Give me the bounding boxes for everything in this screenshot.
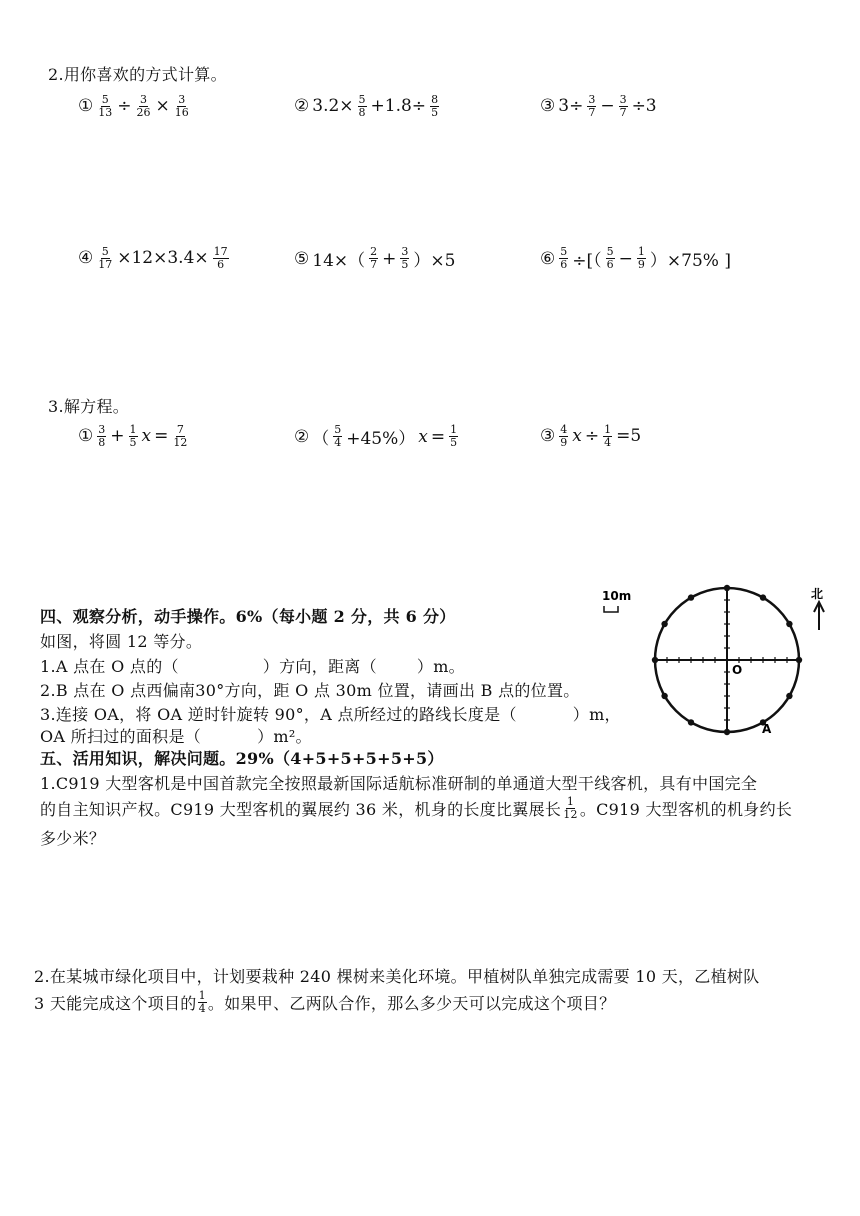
fraction: $\frac{3}{7}$ — [588, 93, 596, 119]
fraction: $\frac{1}{5}$ — [129, 423, 137, 449]
operator: ÷ — [117, 96, 132, 117]
center-label: O — [732, 663, 743, 677]
scale-bar — [604, 606, 618, 612]
problem-number: ① — [78, 426, 94, 447]
fraction: $\frac{1}{5}$ — [450, 423, 458, 449]
point-a-label: A — [762, 722, 772, 736]
calc-problem-2: ② 3.2× $\frac{5}{8}$ +1.8÷ $\frac{8}{5}$ — [294, 93, 439, 119]
calc-problem-6: ⑥ $\frac{5}{6}$ ÷[（ $\frac{5}{6}$ − $\frac{1}{9}$ ）×75% ] — [540, 245, 731, 271]
fraction: $\frac{1}{4}$ — [604, 423, 612, 449]
part-5-question-1-line-3: 多少米？ — [40, 829, 106, 848]
fraction: $\frac{2}{7}$ — [370, 245, 378, 271]
equation-1: ① $\frac{3}{8}$ + $\frac{1}{5}$ x = $\frac{7}{12}$ — [78, 423, 188, 449]
fraction: $\frac{3}{7}$ — [619, 93, 627, 119]
part-5-question-2-line-1: 2.在某城市绿化项目中，计划要栽种 240 棵树来美化环境。甲植树队单独完成需要 10 天，乙植树队 — [34, 967, 760, 986]
part-4-question-2: 2.B 点在 O 点西偏南30°方向，距 O 点 30m 位置，请画出 B 点的位置。 — [40, 681, 580, 700]
fraction: $\frac{5}{13}$ — [98, 93, 113, 119]
fraction: $\frac{5}{6}$ — [560, 245, 568, 271]
variable-x: x — [418, 426, 428, 447]
division-point — [786, 693, 792, 699]
calc-problem-1 — [78, 94, 191, 118]
division-point — [688, 719, 694, 725]
section-2-title: 2.用你喜欢的方式计算。 — [48, 65, 227, 84]
fraction: $\frac{5}{4}$ — [334, 423, 342, 449]
division-point — [661, 621, 667, 627]
fraction: $\frac{3}{8}$ — [98, 423, 106, 449]
equation-2: ② （ $\frac{5}{4}$ +45%） x = $\frac{1}{5}$ — [294, 423, 458, 449]
north-label: 北 — [811, 587, 824, 601]
division-point — [661, 693, 667, 699]
scale-label: 10m — [602, 589, 632, 603]
problem-number: ⑥ — [540, 248, 556, 269]
calc-problem-3: ③ 3÷ $\frac{3}{7}$ − $\frac{3}{7}$ ÷3 — [540, 93, 657, 119]
problem-number: ① — [78, 96, 94, 117]
fraction: $\frac{4}{9}$ — [560, 423, 568, 449]
fraction: $\frac{5}{17}$ — [98, 245, 113, 271]
part-4-question-3: 3.连接 OA，将 OA 逆时针旋转 90°，A 点所经过的路线长度是（ ）m， — [40, 705, 621, 724]
fraction: $\frac{3}{16}$ — [174, 93, 189, 119]
part-5-question-1-line-1: 1.C919 大型客机是中国首款完全按照最新国际适航标准研制的单通道大型干线客机，具有中国完全 — [40, 774, 758, 793]
problem-number: ⑤ — [294, 248, 310, 269]
fraction: $\frac{1}{12}$ — [563, 795, 578, 821]
part-5-question-1-line-2: 的自主知识产权。C919 大型客机的翼展约 36 米，机身的长度比翼展长 $\frac{1}{12}$ 。C919 大型客机的机身约长 — [40, 795, 793, 821]
division-point — [760, 594, 766, 600]
problem-number: ③ — [540, 96, 556, 117]
fraction: $\frac{17}{6}$ — [213, 245, 228, 271]
fraction: $\frac{3}{26}$ — [136, 93, 151, 119]
operator: × — [155, 96, 170, 117]
division-point — [786, 621, 792, 627]
part-5-heading: 五、活用知识，解决问题。29%（4+5+5+5+5+5） — [40, 749, 444, 768]
division-point — [688, 594, 694, 600]
variable-x: x — [141, 426, 152, 447]
division-point — [724, 729, 730, 735]
fraction: $\frac{7}{12}$ — [173, 423, 188, 449]
fraction: $\frac{8}{5}$ — [431, 93, 439, 119]
fraction: $\frac{1}{4}$ — [198, 989, 206, 1015]
north-arrow-icon — [814, 602, 824, 630]
fraction: $\frac{5}{8}$ — [358, 93, 366, 119]
part-4-intro: 如图，将圆 12 等分。 — [40, 632, 203, 651]
fraction: $\frac{5}{6}$ — [606, 245, 614, 271]
calc-problem-5: ⑤ 14×（ $\frac{2}{7}$ + $\frac{3}{5}$ ）×5 — [294, 245, 456, 271]
part-5-question-2-line-2: 3 天能完成这个项目的 $\frac{1}{4}$ 。如果甲、乙两队合作，那么多少天可以完成这个项目？ — [34, 989, 616, 1015]
division-point — [796, 657, 802, 663]
division-point — [652, 657, 658, 663]
division-point — [724, 585, 730, 591]
part-4-question-3-cont: OA 所扫过的面积是（ ）m²。 — [40, 727, 312, 746]
problem-number: ② — [294, 96, 310, 117]
section-3-title: 3.解方程。 — [48, 397, 130, 416]
equation-3: ③ $\frac{4}{9}$ x ÷ $\frac{1}{4}$ =5 — [540, 423, 642, 449]
problem-number: ③ — [540, 426, 556, 447]
fraction: $\frac{1}{9}$ — [637, 245, 645, 271]
part-4-heading: 四、观察分析，动手操作。6%（每小题 2 分，共 6 分） — [40, 607, 456, 626]
problem-number: ② — [294, 426, 310, 447]
problem-number: ④ — [78, 248, 94, 269]
fraction: $\frac{3}{5}$ — [401, 245, 409, 271]
calc-problem-4: ④ $\frac{5}{17}$ ×12×3.4× $\frac{17}{6}$ — [78, 245, 228, 271]
variable-x: x — [572, 426, 582, 447]
part-4-question-1: 1.A 点在 O 点的（ ）方向，距离（ ）m。 — [40, 657, 465, 676]
circle-figure — [590, 582, 840, 742]
